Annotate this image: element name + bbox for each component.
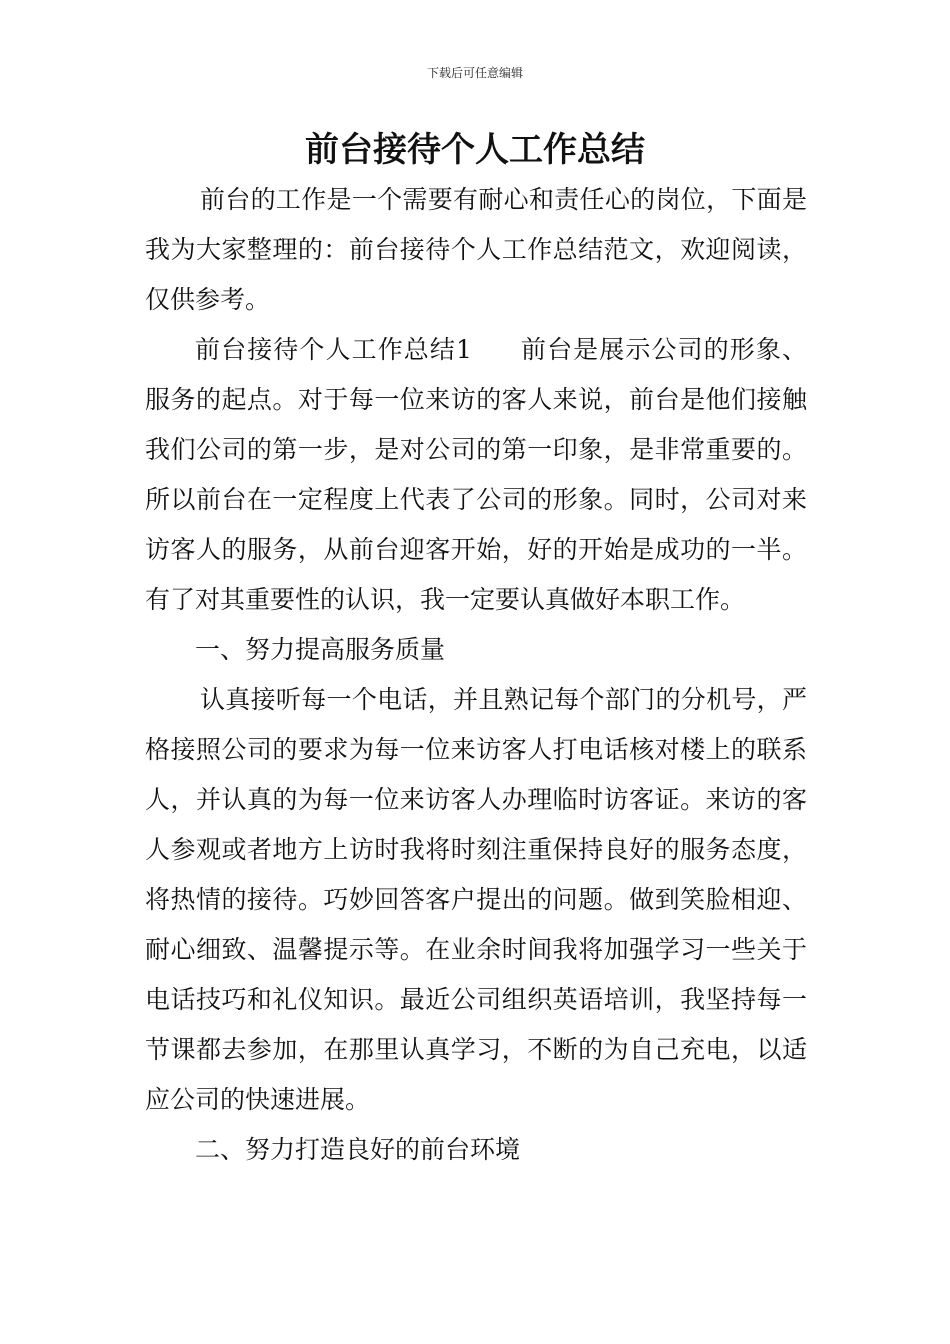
paragraph-text: 前台是展示公司的形象、服务的起点。对于每一位来访的客人来说，前台是他们接触我们公司的第一步，是对公司的第一印象，是非常重要的。所以前台在一定程度上代表了公司的形象。同时，公司对来访客人的服务，从前台迎客开始，好的开始是成功的一半。有了对其重要性的认识，我一定要认真做好本职工作。	[145, 335, 807, 614]
paragraph-text: 二、努力打造良好的前台环境	[195, 1135, 521, 1164]
header-note: 下载后可任意编辑	[426, 66, 523, 80]
intro-paragraph	[145, 175, 807, 325]
section-heading-2	[145, 1125, 807, 1175]
paragraph-text: 前台的工作是一个需要有耐心和责任心的岗位，下面是我为大家整理的：前台接待个人工作总结范文，欢迎阅读，仅供参考。	[145, 185, 807, 314]
section-heading-1	[145, 625, 807, 675]
document-body	[145, 175, 807, 1175]
section-heading: 前台接待个人工作总结1	[195, 335, 472, 364]
summary-1-paragraph	[145, 325, 807, 625]
document-title: 前台接待个人工作总结	[305, 130, 645, 170]
service-quality-paragraph	[145, 675, 807, 1125]
paragraph-text: 认真接听每一个电话，并且熟记每个部门的分机号，严格接照公司的要求为每一位来访客人打电话核对楼上的联系人，并认真的为每一位来访客人办理临时访客证。来访的客人参观或者地方上访时我将时刻注重保持良好的服务态度，将热情的接待。巧妙回答客户提出的问题。做到笑脸相迎、耐心细致、温馨提示等。在业余时间我将加强学习一些关于电话技巧和礼仪知识。最近公司组织英语培训，我坚持每一节课都去参加，在那里认真学习，不断的为自己充电，以适应公司的快速进展。	[145, 685, 807, 1114]
paragraph-text: 一、努力提高服务质量	[195, 635, 446, 664]
